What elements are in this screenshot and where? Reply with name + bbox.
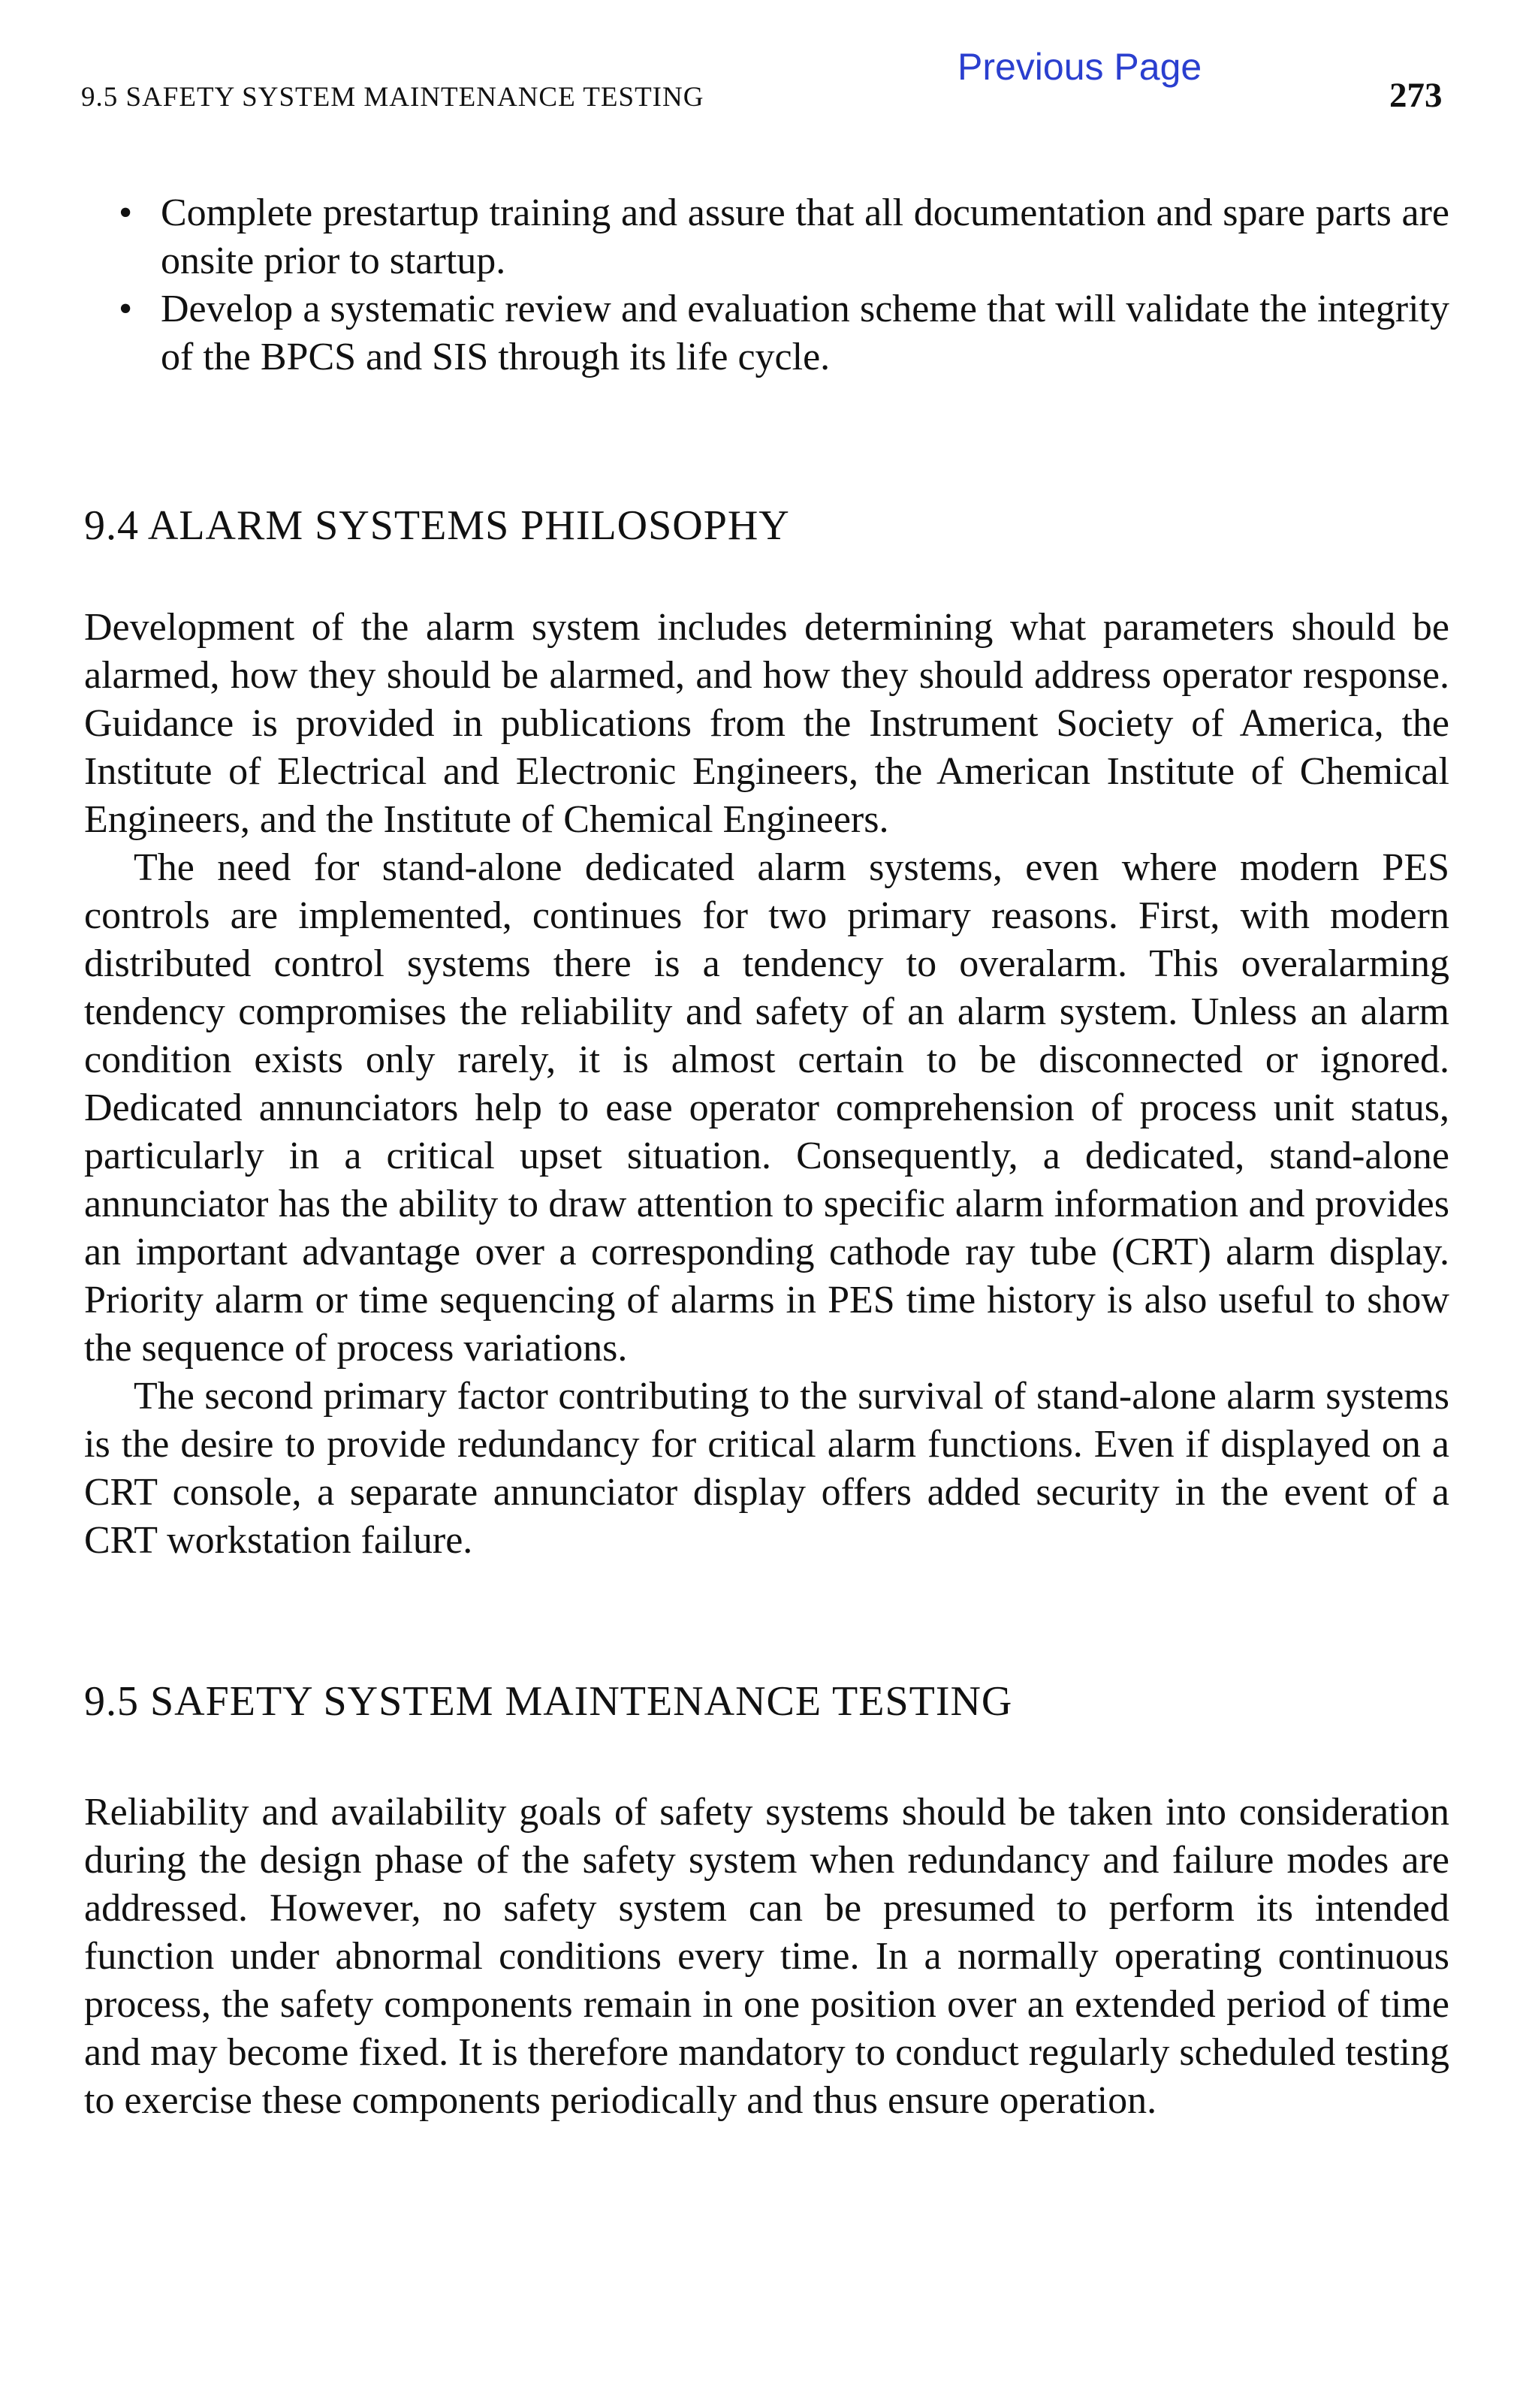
- list-item: [119, 189, 1449, 285]
- section-heading-9-5: 9.5 SAFETY SYSTEM MAINTENANCE TESTING: [84, 1678, 1013, 1725]
- bullet-icon: •: [119, 191, 133, 234]
- paragraph: Reliability and availability goals of safety systems should be taken into consideration during the design phase of the safety system when redundancy and failure modes are addressed. However, no safety system can be presumed to perform its intended function under abnormal conditions every time. In a normally operating continuous process, the safety components remain in one position over an extended period of time and may become fixed. It is therefore mandatory to conduct regularly scheduled testing to exercise these components periodically and thus ensure operation.: [84, 1791, 1449, 2122]
- page-body: [84, 189, 1449, 2125]
- paragraph: The second primary factor contributing to the survival of stand-alone alarm systems is the desire to provide redundancy for critical alarm functions. Even if displayed on a CRT console, a separate annunciator display offers added security in the event of a CRT workstation failure.: [84, 1375, 1449, 1562]
- bullet-text: Develop a systematic review and evaluation scheme that will validate the integrity of the BPCS and SIS through its life cycle.: [161, 288, 1449, 378]
- list-item: [119, 285, 1449, 381]
- bullet-text: Complete prestartup training and assure that all documentation and spare parts are onsite prior to startup.: [161, 191, 1449, 282]
- paragraph: Development of the alarm system includes determining what parameters should be alarmed, how they should be alarmed, and how they should address operator response. Guidance is provided in publications from the Instrument Society of America, the Institute of Electrical and Electronic Engineers, the American Institute of Chemical Engineers, and the Institute of Chemical Engineers.: [84, 606, 1449, 841]
- previous-page-link[interactable]: Previous Page: [957, 46, 1202, 88]
- running-head: 9.5 SAFETY SYSTEM MAINTENANCE TESTING: [81, 82, 704, 113]
- bullet-icon: •: [119, 288, 133, 330]
- bullet-list: [119, 189, 1449, 381]
- section-heading-9-4: 9.4 ALARM SYSTEMS PHILOSOPHY: [84, 502, 790, 549]
- page-number: 273: [1389, 76, 1443, 115]
- paragraph: The need for stand-alone dedicated alarm systems, even where modern PES controls are implemented, continues for two primary reasons. First, with modern distributed control systems there is a tendency to overalarm. This overalarming tendency compromises the reliability and safety of an alarm system. Unless an alarm condition exists only rarely, it is almost certain to be disconnected or ignored. Dedicated annunciators help to ease operator comprehension of process unit status, particularly in a critical upset situation. Consequently, a dedicated, stand-alone annunciator has the ability to draw attention to specific alarm information and provides an important advantage over a corresponding cathode ray tube (CRT) alarm display. Priority alarm or time sequencing of alarms in PES time history is also useful to show the sequence of process variations.: [84, 846, 1449, 1370]
